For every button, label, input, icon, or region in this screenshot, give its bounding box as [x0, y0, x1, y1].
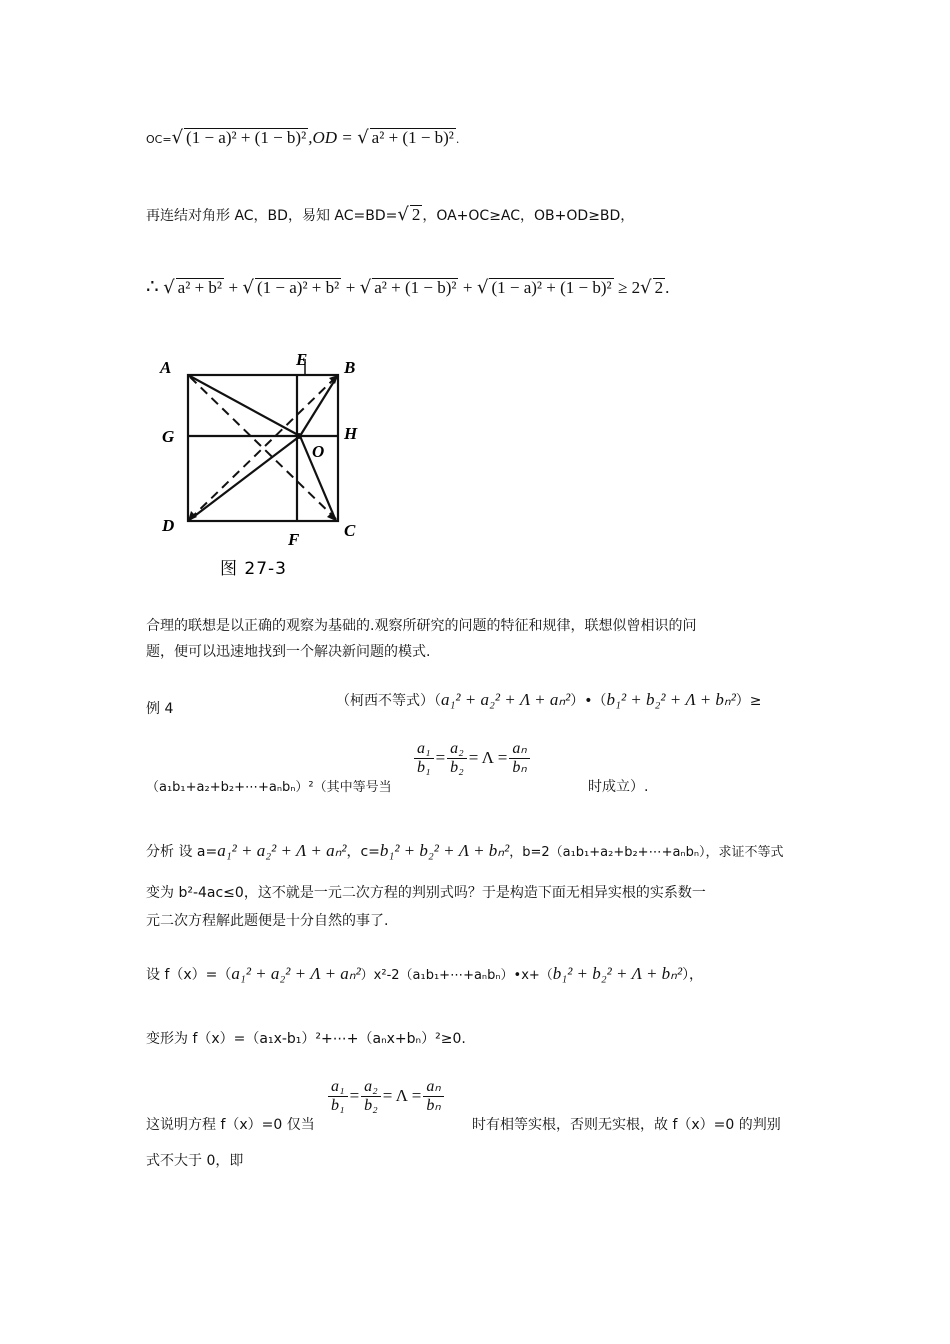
a-definition: a₁² + a₂² + Λ + aₙ²	[217, 841, 347, 860]
example-4-line2-pre: （a₁b₁+a₂+b₂+⋯+aₙbₙ）²（其中等号当	[146, 780, 392, 795]
f-coef-a: a₁² + a₂² + Λ + aₙ²	[231, 964, 361, 983]
label-f: F	[288, 530, 300, 549]
dot-operator: ）•（	[570, 693, 607, 709]
equals: =	[349, 1086, 360, 1105]
sum-radicand-3: a² + (1 − b)²	[374, 278, 457, 297]
line-ao	[188, 375, 300, 436]
cauchy-name: （柯西不等式）（	[336, 693, 441, 709]
diag-radicand: 2	[411, 205, 421, 224]
equals-lambda: = Λ =	[382, 1086, 422, 1105]
fraction-an-bn	[423, 1078, 443, 1115]
example-4-line2-post: 时成立）.	[588, 779, 649, 795]
line-ob	[300, 375, 338, 436]
equals-lambda: = Λ =	[468, 748, 508, 767]
diag-text-pre: 再连结对角形 AC，BD，易知 AC=BD=	[146, 208, 398, 224]
paragraph-diagonals: 再连结对角形 AC，BD，易知 AC=BD=√ 2 ，OA+OC≥AC，OB+OD≥BD，	[146, 204, 635, 225]
label-c: C	[344, 521, 356, 540]
fraction-a1-b1	[328, 1078, 348, 1115]
define-f-equation	[146, 965, 703, 985]
oc-label: OC=	[146, 133, 172, 146]
denominator: b₂	[450, 759, 464, 776]
od-label: ,OD =	[308, 128, 353, 147]
explain-fractions	[326, 1078, 446, 1115]
therefore-symbol: ∴	[146, 276, 159, 298]
f-def-post: ），	[682, 967, 704, 983]
label-h: H	[344, 424, 358, 443]
numerator: a₁	[328, 1078, 348, 1097]
explain-post: 时有相等实根，否则无实根，故 f（x）=0 的判别	[472, 1117, 781, 1133]
example-4-fractions	[412, 740, 532, 777]
c-label: ，c=	[346, 844, 380, 860]
plus-sign: +	[228, 278, 239, 297]
sum-b-squares: b₁² + b₂² + Λ + bₙ²	[606, 690, 736, 709]
numerator: aₙ	[423, 1078, 443, 1097]
analysis-line3: 元二次方程解此题便是十分自然的事了.	[146, 913, 389, 929]
f-coef-c: b₁² + b₂² + Λ + bₙ²	[552, 964, 683, 983]
figure-27-3	[150, 345, 380, 585]
label-o: O	[312, 442, 325, 461]
analysis-label: 分析 设 a=	[146, 844, 218, 860]
explain-pre: 这说明方程 f（x）=0 仅当	[146, 1117, 315, 1133]
fraction-a2-b2	[361, 1078, 381, 1115]
diag-text-post: ，OA+OC≥AC，OB+OD≥BD，	[422, 208, 635, 224]
point-o	[296, 433, 302, 439]
transform-equation: 变形为 f（x）=（a₁x-b₁）²+⋯+（aₙx+bₙ）²≥0.	[146, 1031, 466, 1047]
paragraph-association-line2: 题，便可以迅速地找到一个解决新问题的模式.	[146, 644, 431, 660]
period: .	[455, 133, 460, 146]
b-definition: ，b=2（a₁b₁+a₂+b₂+⋯+aₙbₙ），求证不等式	[509, 845, 784, 860]
line-do	[188, 436, 300, 521]
oc-radicand: (1 − a)² + (1 − b)²	[186, 128, 307, 147]
label-g: G	[162, 427, 175, 446]
explain-line2: 式不大于 0，即	[146, 1153, 244, 1169]
fraction-a1-b1	[414, 740, 434, 777]
numerator: a₁	[414, 740, 434, 759]
denominator: bₙ	[426, 1097, 441, 1114]
analysis-line2: 变为 b²-4ac≤0，这不就是一元二次方程的判别式吗？于是构造下面无相异实根的实系数一	[146, 885, 706, 901]
numerator: a₂	[361, 1078, 381, 1097]
equals: =	[435, 748, 446, 767]
paragraph-association-line1: 合理的联想是以正确的观察为基础的.观察所研究的问题的特征和规律，联想似曾相识的问	[146, 618, 697, 634]
c-definition: b₁² + b₂² + Λ + bₙ²	[379, 841, 510, 860]
denominator: b₁	[417, 759, 431, 776]
f-def-pre: 设 f（x）=（	[146, 967, 232, 983]
sum-radicand-4: (1 − a)² + (1 − b)²	[491, 278, 612, 297]
fraction-an-bn	[509, 740, 529, 777]
sum-a-squares: a₁² + a₂² + Λ + aₙ²	[441, 690, 571, 709]
example-4-statement	[336, 690, 762, 710]
fraction-a2-b2	[447, 740, 467, 777]
rhs-value: ≥ 2	[618, 278, 641, 297]
label-b: B	[344, 358, 356, 377]
label-e: E	[296, 350, 308, 369]
plus-sign: +	[462, 278, 473, 297]
f-def-mid: ）x²-2（a₁b₁+⋯+aₙbₙ）•x+（	[360, 968, 553, 983]
label-d: D	[162, 516, 175, 535]
numerator: a₂	[447, 740, 467, 759]
equation-oc-od: OC=√ (1 − a)² + (1 − b)² ,OD = √ a² + (1 − b)² .	[146, 127, 460, 148]
numerator: aₙ	[509, 740, 529, 759]
analysis-line1	[146, 842, 784, 862]
denominator: b₂	[364, 1097, 378, 1114]
denominator: b₁	[331, 1097, 345, 1114]
equation-sum-inequality: ∴ √ a² + b² + √ (1 − a)² + b² + √ a² + (1 − b)² + √ (1 − a)² + (1 − b)² ≥ 2√ 2 .	[146, 276, 670, 298]
sum-radicand-1: a² + b²	[177, 278, 222, 297]
ge-operator: ）≥	[735, 693, 762, 709]
figure-caption: 图 27-3	[220, 559, 287, 579]
label-a: A	[160, 358, 172, 377]
denominator: bₙ	[512, 759, 527, 776]
plus-sign: +	[345, 278, 356, 297]
od-radicand: a² + (1 − b)²	[371, 128, 454, 147]
rhs-radicand: 2	[654, 278, 664, 297]
sum-radicand-2: (1 − a)² + b²	[256, 278, 340, 297]
period: .	[665, 278, 670, 297]
example-4-label: 例 4	[146, 701, 174, 717]
